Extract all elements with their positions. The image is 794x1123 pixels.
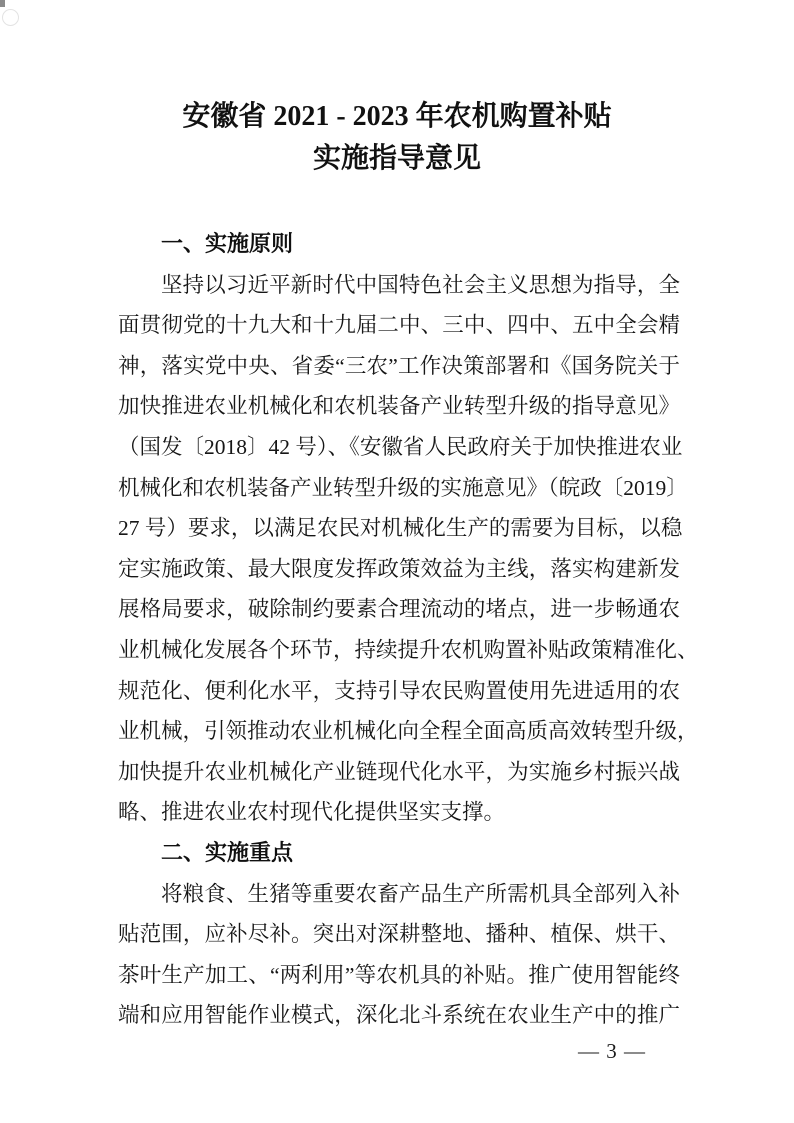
body-line: 神，落实党中央、省委“三农”工作决策部署和《国务院关于: [118, 353, 680, 378]
document-title: [0, 96, 794, 180]
body-line: 业机械化发展各个环节，持续提升农机购置补贴政策精准化、: [118, 637, 699, 662]
body-line: 端和应用智能作业模式，深化北斗系统在农业生产中的推广: [118, 1003, 680, 1028]
body-line: 贴范围，应补尽补。突出对深耕整地、播种、植保、烘干、: [118, 922, 680, 947]
document-title-line-1: 安徽省 2021 - 2023 年农机购置补贴: [182, 101, 612, 132]
scan-artifact-mark: [0, 0, 5, 7]
body-line: 展格局要求，破除制约要素合理流动的堵点，进一步畅通农: [118, 597, 680, 622]
body-line: 加快提升农业机械化产业链现代化水平，为实施乡村振兴战: [118, 759, 680, 784]
body-line: 茶叶生产加工、“两利用”等农机具的补贴。推广使用智能终: [118, 962, 680, 987]
body-line: 规范化、便利化水平，支持引导农民购置使用先进适用的农: [118, 678, 680, 703]
body-line: （国发〔2018〕42 号）、《安徽省人民政府关于加快推进农业: [118, 434, 683, 459]
document-body: [118, 224, 699, 1036]
section-heading-2: 二、实施重点: [161, 839, 294, 865]
page-number: — 3 —: [578, 1039, 646, 1063]
body-line: 机械化和农机装备产业转型升级的实施意见》（皖政〔2019〕: [118, 475, 688, 500]
body-line: 面贯彻党的十九大和十九届二中、三中、四中、五中全会精: [118, 313, 680, 338]
body-line: 定实施政策、最大限度发挥政策效益为主线，落实构建新发: [118, 556, 680, 581]
body-line: 业机械，引领推动农业机械化向全程全面高质高效转型升级，: [118, 719, 699, 744]
body-line: 将粮食、生猪等重要农畜产品生产所需机具全部列入补: [161, 881, 680, 906]
document-title-line-2: 实施指导意见: [312, 143, 481, 174]
body-line: 加快推进农业机械化和农机装备产业转型升级的指导意见》: [118, 394, 680, 419]
scan-artifact-ring: [2, 9, 19, 26]
section-heading-1: 一、实施原则: [161, 231, 294, 256]
body-line: 略、推进农业农村现代化提供坚实支撑。: [118, 800, 506, 825]
body-line: 坚持以习近平新时代中国特色社会主义思想为指导，全: [161, 272, 680, 297]
body-line: 27 号）要求，以满足农民对机械化生产的需要为目标，以稳: [118, 516, 683, 541]
